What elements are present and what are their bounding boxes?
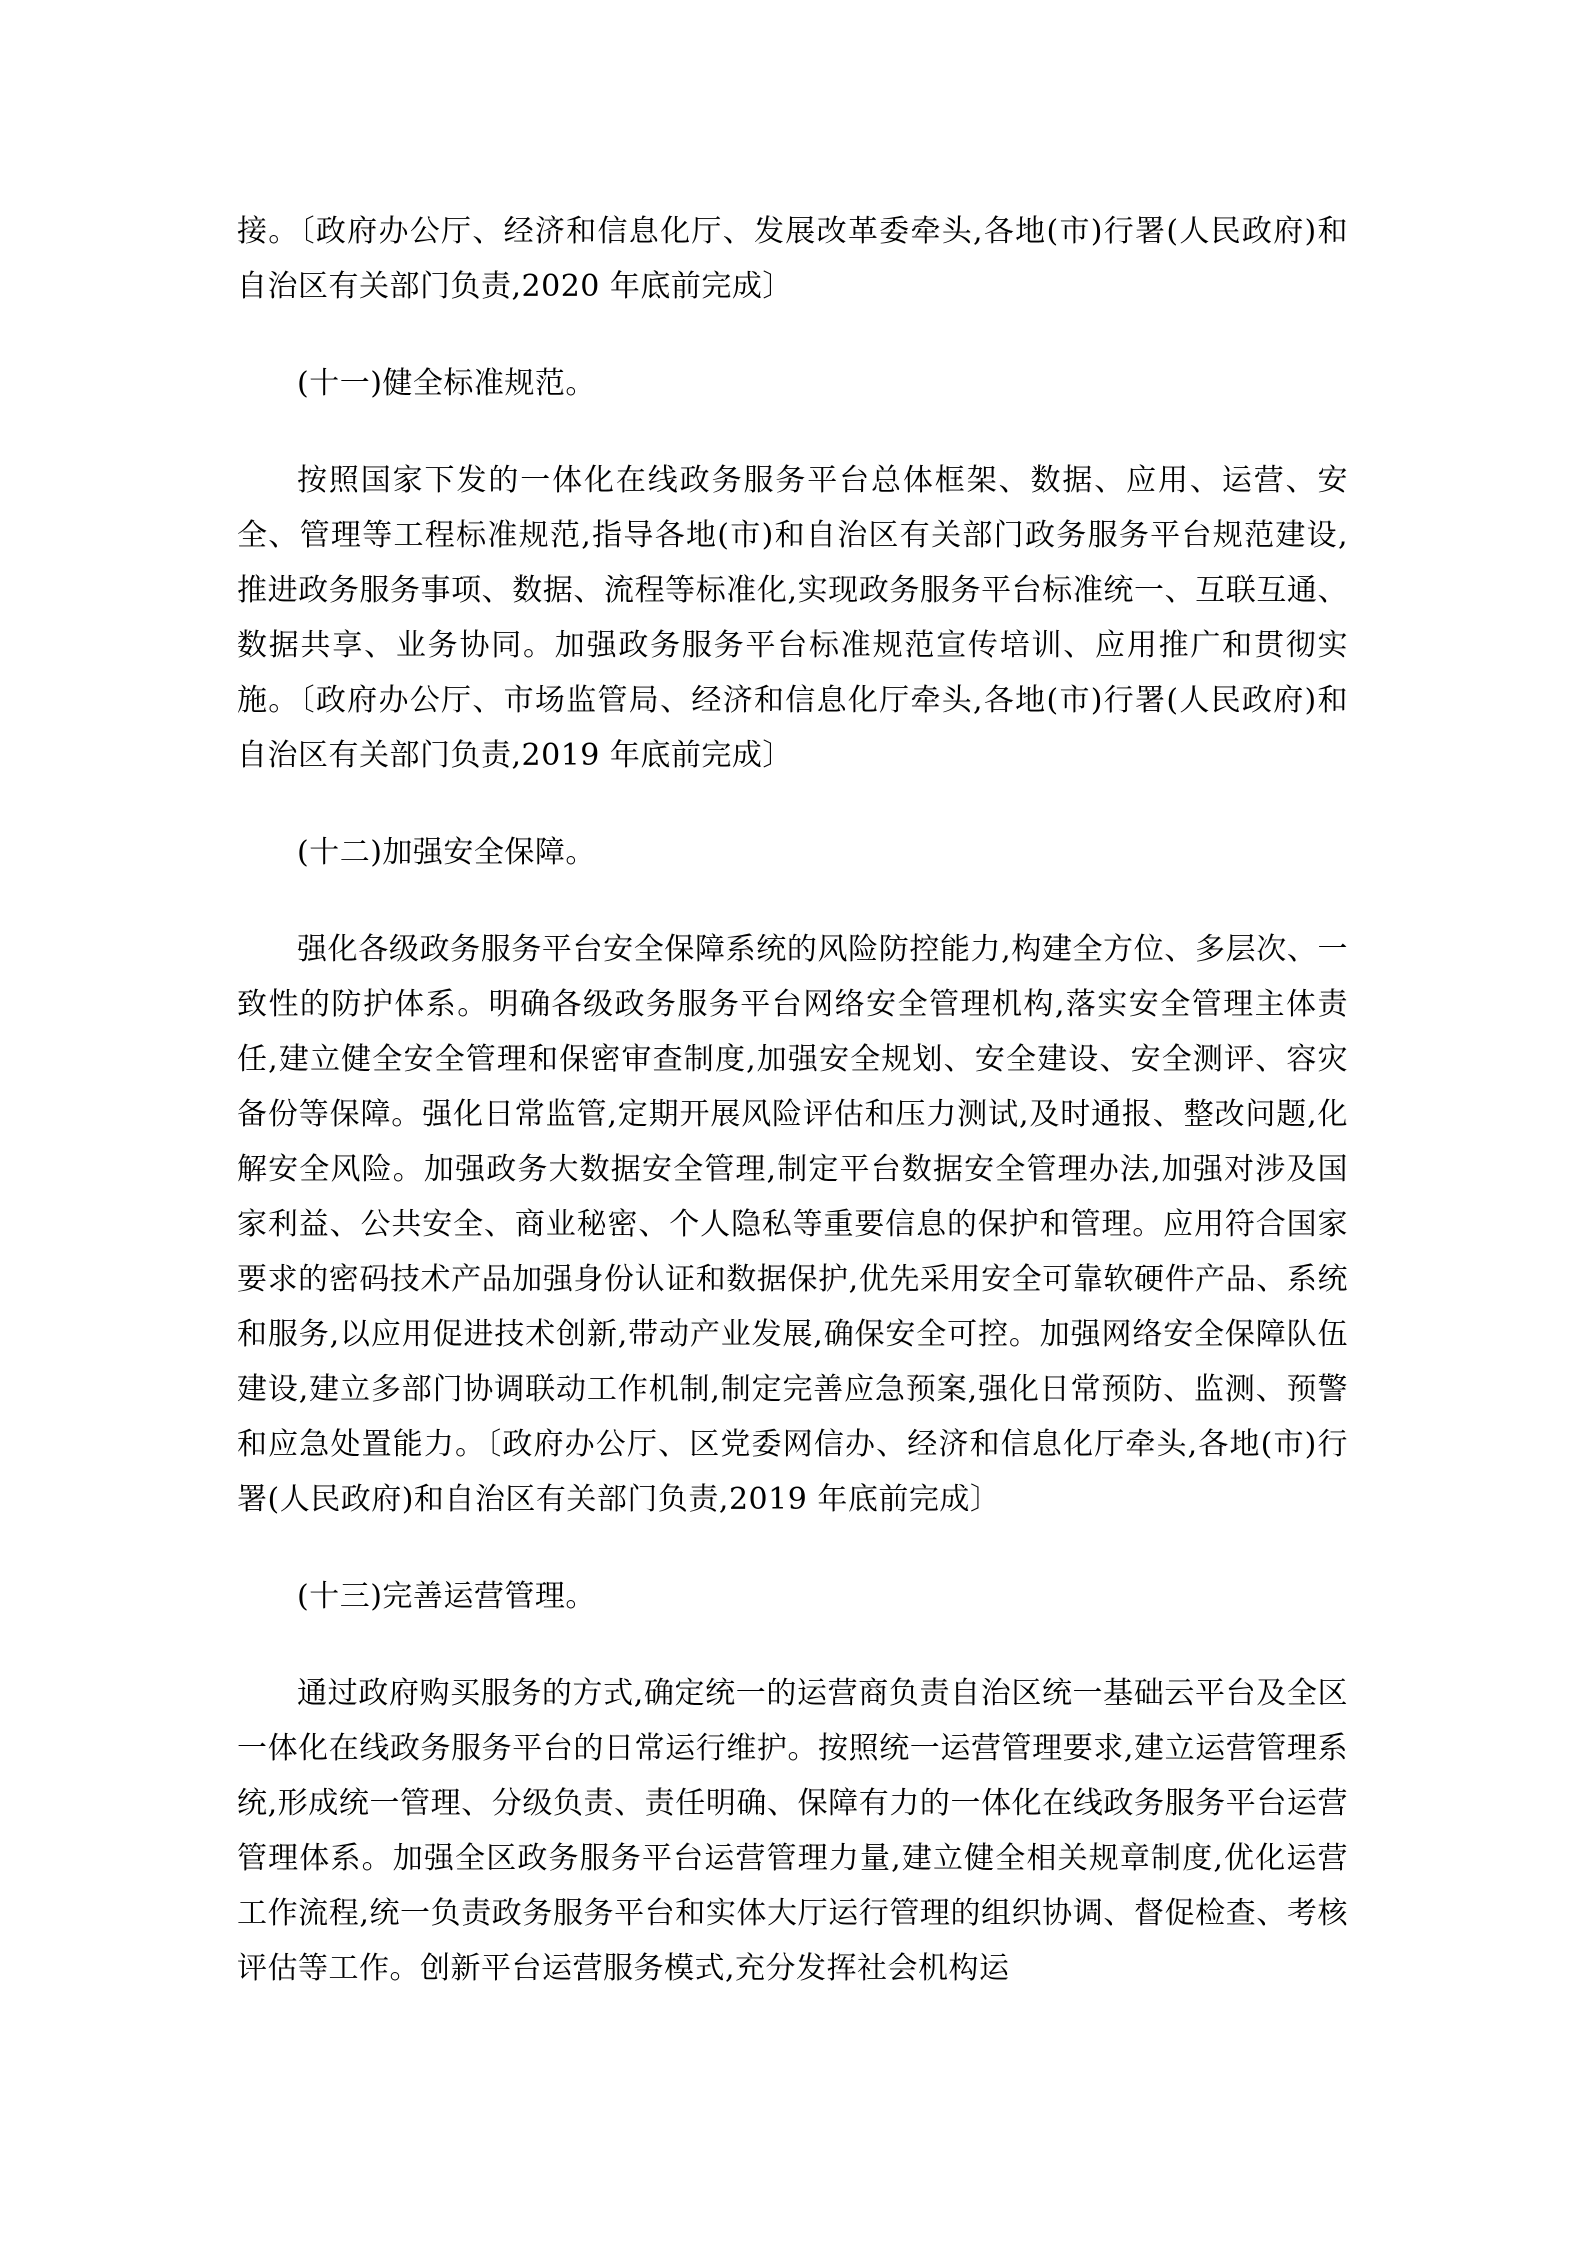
paragraph-continuation: 接。〔政府办公厅、经济和信息化厅、发展改革委牵头,各地(市)行署(人民政府)和自治区有关部门负责,2020 年底前完成〕: [237, 214, 1348, 304]
body-paragraph-section-11: 按照国家下发的一体化在线政务服务平台总体框架、数据、应用、运营、安全、管理等工程标准规范,指导各地(市)和自治区有关部门政务服务平台规范建设,推进政务服务事项、数据、流程等标准化,实现政务服务平台标准统一、互联互通、数据共享、业务协同。加强政务服务平台标准规范宣传培训、应用推广和贯彻实施。〔政府办公厅、市场监管局、经济和信息化厅牵头,各地(市)行署(人民政府)和自治区有关部门负责,2019 年底前完成〕: [237, 463, 1348, 773]
section-heading-12: (十二)加强安全保障。: [297, 835, 596, 870]
body-paragraph-section-13: 通过政府购买服务的方式,确定统一的运营商负责自治区统一基础云平台及全区一体化在线政务服务平台的日常运行维护。按照统一运营管理要求,建立运营管理系统,形成统一管理、分级负责、责任明确、保障有力的一体化在线政务服务平台运营管理体系。加强全区政务服务平台运营管理力量,建立健全相关规章制度,优化运营工作流程,统一负责政务服务平台和实体大厅运行管理的组织协调、督促检查、考核评估等工作。创新平台运营服务模式,充分发挥社会机构运: [237, 1676, 1348, 1986]
body-paragraph-section-12: 强化各级政务服务平台安全保障系统的风险防控能力,构建全方位、多层次、一致性的防护体系。明确各级政务服务平台网络安全管理机构,落实安全管理主体责任,建立健全安全管理和保密审查制度,加强安全规划、安全建设、安全测评、容灾备份等保障。强化日常监管,定期开展风险评估和压力测试,及时通报、整改问题,化解安全风险。加强政务大数据安全管理,制定平台数据安全管理办法,加强对涉及国家利益、公共安全、商业秘密、个人隐私等重要信息的保护和管理。应用符合国家要求的密码技术产品加强身份认证和数据保护,优先采用安全可靠软硬件产品、系统和服务,以应用促进技术创新,带动产业发展,确保安全可控。加强网络安全保障队伍建设,建立多部门协调联动工作机制,制定完善应急预案,强化日常预防、监测、预警和应急处置能力。〔政府办公厅、区党委网信办、经济和信息化厅牵头,各地(市)行署(人民政府)和自治区有关部门负责,2019 年底前完成〕: [237, 932, 1348, 1517]
section-heading-13: (十三)完善运营管理。: [297, 1579, 596, 1614]
section-heading-11: (十一)健全标准规范。: [297, 366, 596, 401]
